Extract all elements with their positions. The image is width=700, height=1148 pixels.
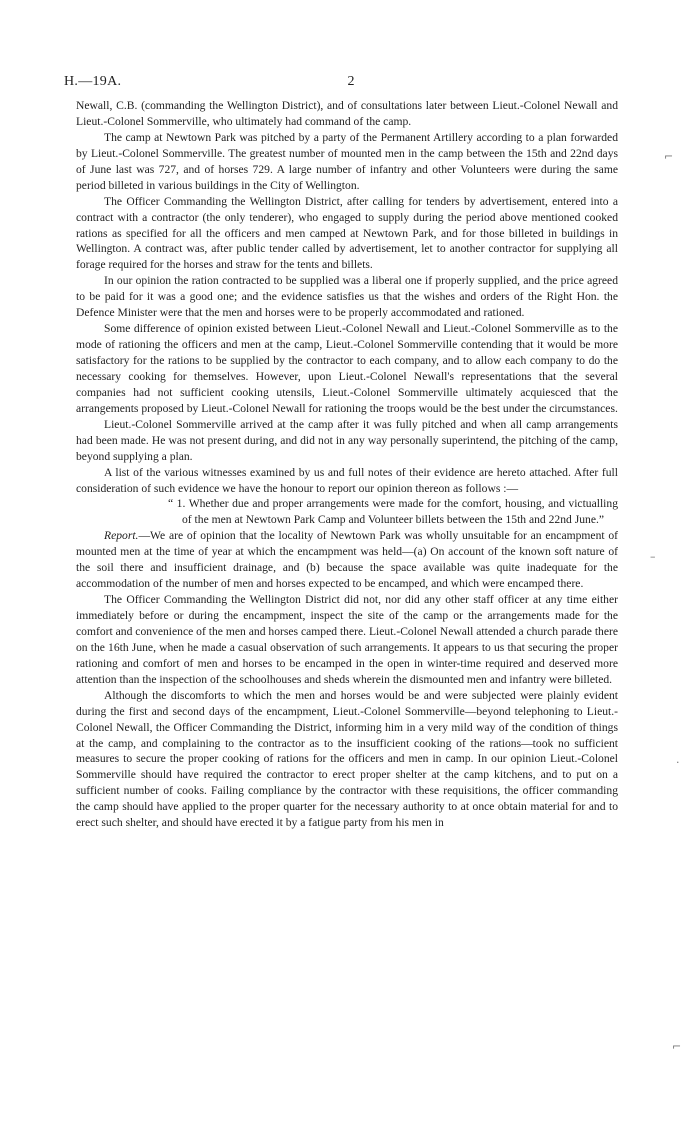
report-text: —We are of opinion that the locality of Newtown Park was wholly unsuitable for an encampment of mounted men at the time of year at which the encampment was held—(a) On account of the known soft nature of the soil there and insufficient drainage, and (b) because the space available was quite inadequate for the accommodation of the number of men and horses expected to be encamped, and which were encamped there. — [76, 529, 618, 591]
paragraph: The Officer Commanding the Wellington District, after calling for tenders by advertisement, entered into a contract with a contractor (the only tenderer), who engaged to supply during the period above mentioned cooked rations as specified for all the officers and men camped at Newtown Park, and for those billeted in buildings in Wellington. A contract was, after public tender called by advertisement, let to another contractor for supplying all forage required for the horses and straw for the tents and billets. — [76, 194, 618, 272]
paragraph: Lieut.-Colonel Sommerville arrived at the camp after it was fully pitched and when all camp arrangements had been made. He was not present during, and did not in any way personally superintend, the pitching of the camp, beyond supplying a plan. — [76, 417, 618, 463]
body-text — [76, 98, 618, 831]
paragraph: Although the discomforts to which the men and horses would be and were subjected were plainly evident during the first and second days of the encampment, Lieut.-Colonel Sommerville—beyond telephoning to Lieut.-Colonel Newall, the Officer Commanding the District, informing him in a very mild way of the condition of things at the camp, and complaining to the contractor as to the insufficient cooking of the rations—took no sufficient measures to secure the proper cooking of rations for the officers and men in camp. In our opinion Lieut.-Colonel Sommerville should have required the contractor to erect proper shelter at the camp kitchens, and to put on a sufficient number of cooks. Failing compliance by the contractor with these requisitions, the officer commanding the camp should have applied to the proper quarter for the necessary authority to at once obtain material for and to erect such shelter, and should have erected it by a fatigue party from his men in — [76, 688, 618, 830]
quoted-question: “ 1. Whether due and proper arrangements were made for the comfort, housing, and victualling of the men at Newtown Park Camp and Volunteer billets between the 15th and 22nd June.” — [168, 497, 618, 527]
paragraph: In our opinion the ration contracted to be supplied was a liberal one if properly supplied, and the price agreed to be paid for it was a good one; and the evidence satisfies us that the wishes and orders of the Right Hon. the Defence Minister were that the men and horses were to be properly accommodated and rationed. — [76, 274, 618, 320]
paragraph: A list of the various witnesses examined by us and full notes of their evidence are hereto attached. After full consideration of such evidence we have the honour to report our opinion thereon as follows :— — [76, 465, 618, 495]
report-label: Report. — [104, 529, 139, 543]
report-paragraph — [76, 528, 618, 592]
paragraph: The camp at Newtown Park was pitched by a party of the Permanent Artillery according to a plan forwarded by Lieut.-Colonel Sommerville. The greatest number of mounted men in the camp between the 15th and 22nd days of June last was 727, and of horses 729. A large number of infantry and other Volunteers were during the same period billeted in various buildings in the City of Wellington. — [76, 130, 618, 192]
margin-mark: ⌐ — [664, 150, 674, 163]
page-header — [64, 74, 638, 96]
margin-mark: ⌐ — [672, 1040, 682, 1053]
document-reference: H.—19A. — [64, 74, 122, 89]
margin-mark: · — [676, 756, 680, 769]
paragraph: Some difference of opinion existed between Lieut.-Colonel Newall and Lieut.-Colonel Sommerville as to the mode of rationing the officers and men at the camp, Lieut.-Colonel Sommerville contending that it would be more satisfactory for the rations to be supplied by the contractor to each company, and to allow each company to do the necessary cooking for themselves. However, upon Lieut.-Colonel Newall's representations that the several companies had not sufficient cooking utensils, Lieut.-Colonel Sommerville ultimately acquiesced that the arrangements proposed by Lieut.-Colonel Newall for rationing the troops would be the best under the circumstances. — [76, 322, 618, 415]
paragraph: The Officer Commanding the Wellington District did not, nor did any other staff officer at any time either immediately before or during the encampment, inspect the site of the camp or the arrangements made for the comfort and convenience of the men and horses camped there. Lieut.-Colonel Newall attended a church parade there on the 16th June, when he made a casual observation of such arrangements. It appears to us that securing the proper rationing and comfort of men and horses to be encamped in the open in winter-time required and deserved more attention than the inspection of the schoolhouses and sheds wherein the dismounted men and infantry were billeted. — [76, 593, 618, 686]
paragraph: Newall, C.B. (commanding the Wellington District), and of consultations later between Lieut.-Colonel Newall and Lieut.-Colonel Sommerville, who ultimately had command of the camp. — [76, 99, 618, 128]
margin-mark: – — [650, 550, 656, 563]
page-number: 2 — [347, 74, 355, 89]
